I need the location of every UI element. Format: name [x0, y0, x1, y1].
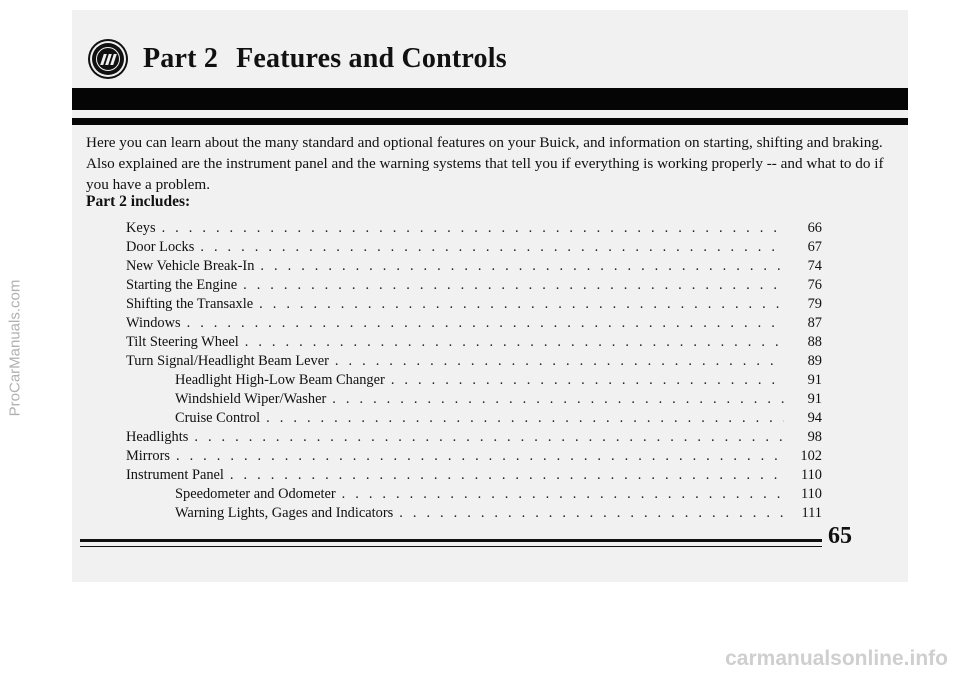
toc-entry-title: Shifting the Transaxle: [126, 296, 254, 312]
toc-entry[interactable]: [126, 371, 822, 390]
toc-entry[interactable]: [126, 352, 822, 371]
toc-dot-leader: [342, 485, 784, 504]
toc-dot-leader: [266, 409, 784, 428]
section-name: Features and Controls: [236, 43, 507, 74]
toc-dot-leader: [187, 314, 784, 333]
toc-entry[interactable]: [126, 238, 822, 257]
buick-logo-icon: [92, 43, 124, 75]
toc-entry-page: 110: [800, 467, 822, 483]
toc-dot-leader: [335, 352, 784, 371]
toc-entry-page: 102: [800, 448, 822, 464]
toc-entry-page: 87: [807, 315, 822, 331]
section-title: [143, 43, 507, 75]
toc-entry-title: Speedometer and Odometer: [175, 486, 336, 502]
toc-entry-title: Mirrors: [126, 448, 170, 464]
toc-entry[interactable]: [126, 276, 822, 295]
toc-dot-leader: [194, 428, 784, 447]
page-number: 65: [828, 523, 852, 549]
footer-rule-thin: [80, 546, 822, 547]
toc-entry-title: Keys: [126, 220, 156, 236]
toc-entry-page: 91: [807, 372, 822, 388]
toc-dot-leader: [391, 371, 784, 390]
toc-dot-leader: [162, 219, 784, 238]
toc-entry-page: 79: [807, 296, 822, 312]
toc-entry[interactable]: [126, 466, 822, 485]
toc-entry-title: Door Locks: [126, 239, 195, 255]
toc-entry-title: Cruise Control: [175, 410, 261, 426]
toc-entry-title: Instrument Panel: [126, 467, 224, 483]
toc-entry[interactable]: [126, 257, 822, 276]
includes-heading: Part 2 includes:: [86, 193, 191, 210]
toc-entry-page: 98: [807, 429, 822, 445]
toc-entry-page: 91: [807, 391, 822, 407]
toc-dot-leader: [399, 504, 784, 523]
part-number: Part 2: [143, 43, 219, 74]
intro-paragraph: Here you can learn about the many standard and optional features on your Buick, and information on starting, shifting and braking. Also explained are the instrument panel and the warning systems that tell you if everything is working properly -- and what to do if you have a problem.: [86, 134, 884, 193]
toc-entry[interactable]: [126, 333, 822, 352]
header-rule: [72, 118, 908, 125]
footer-rule: [80, 539, 822, 542]
toc-dot-leader: [332, 390, 784, 409]
bottom-watermark: carmanualsonline.info: [725, 647, 948, 670]
toc-entry[interactable]: [126, 447, 822, 466]
toc-entry[interactable]: [126, 219, 822, 238]
toc-entry-page: 110: [800, 486, 822, 502]
toc-entry[interactable]: [126, 409, 822, 428]
toc-entry-page: 67: [807, 239, 822, 255]
toc-entry-title: Warning Lights, Gages and Indicators: [175, 505, 394, 521]
toc-dot-leader: [200, 238, 784, 257]
header-bar: [72, 88, 908, 110]
toc-entry-title: Windshield Wiper/Washer: [175, 391, 327, 407]
toc-entry-title: Turn Signal/Headlight Beam Lever: [126, 353, 329, 369]
toc-entry[interactable]: [126, 314, 822, 333]
toc-entry-page: 66: [807, 220, 822, 236]
toc-entry[interactable]: [126, 485, 822, 504]
toc-entry-page: 88: [807, 334, 822, 350]
toc-entry-title: Windows: [126, 315, 181, 331]
toc-entry[interactable]: [126, 295, 822, 314]
table-of-contents: [126, 219, 822, 523]
toc-entry-page: 89: [807, 353, 822, 369]
toc-dot-leader: [260, 257, 784, 276]
toc-entry-title: Headlights: [126, 429, 189, 445]
toc-entry[interactable]: [126, 504, 822, 523]
toc-entry-title: Headlight High-Low Beam Changer: [175, 372, 385, 388]
toc-dot-leader: [176, 447, 784, 466]
toc-entry-title: Starting the Engine: [126, 277, 238, 293]
toc-entry-title: New Vehicle Break-In: [126, 258, 255, 274]
side-watermark: ProCarManuals.com: [6, 279, 24, 417]
toc-entry-page: 74: [807, 258, 822, 274]
toc-dot-leader: [245, 333, 784, 352]
toc-dot-leader: [259, 295, 784, 314]
toc-entry[interactable]: [126, 428, 822, 447]
toc-entry-page: 111: [801, 505, 822, 521]
toc-entry-page: 76: [807, 277, 822, 293]
toc-entry-page: 94: [807, 410, 822, 426]
toc-dot-leader: [230, 466, 784, 485]
toc-entry[interactable]: [126, 390, 822, 409]
toc-entry-title: Tilt Steering Wheel: [126, 334, 239, 350]
toc-dot-leader: [243, 276, 784, 295]
